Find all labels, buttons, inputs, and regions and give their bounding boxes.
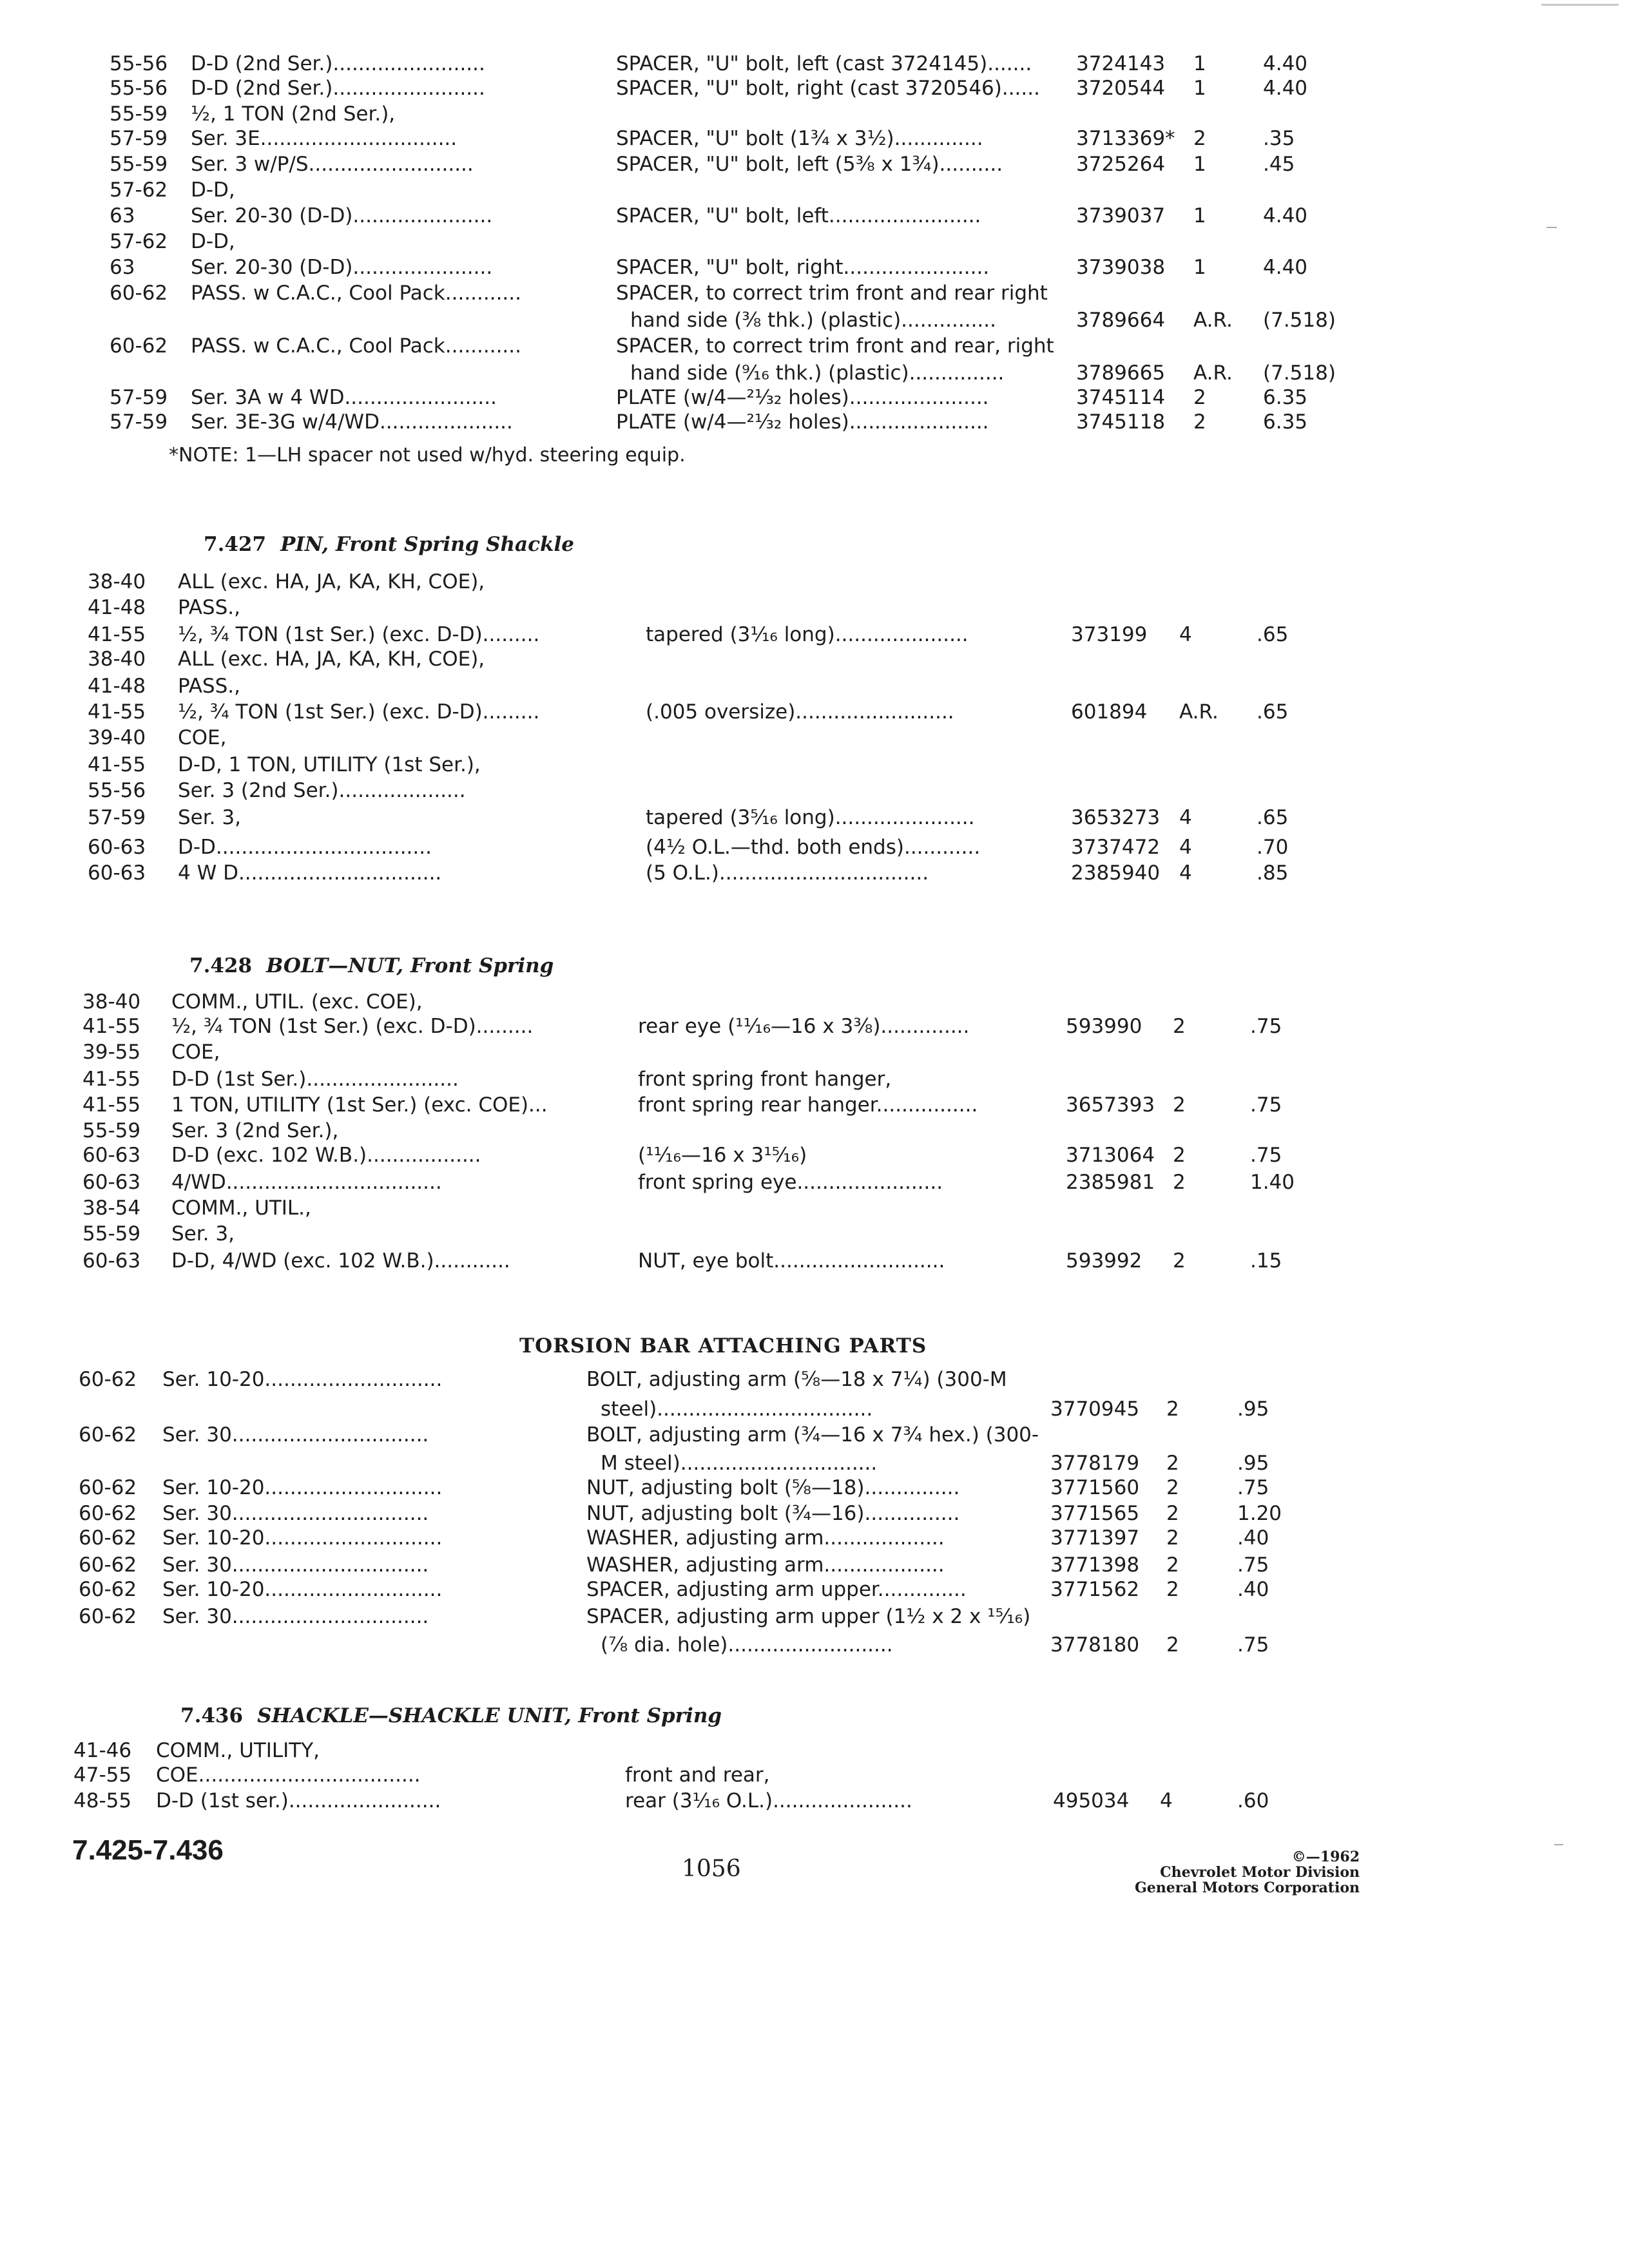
list-price: .40 <box>1237 1578 1269 1601</box>
model-years: 60-62 <box>79 1368 137 1391</box>
model-years: 60-62 <box>110 334 168 358</box>
quantity: 2 <box>1166 1476 1179 1499</box>
part-description: NUT, eye bolt........................... <box>638 1249 945 1273</box>
part-number: 3771565 <box>1050 1502 1140 1525</box>
application: 4/WD.................................. <box>171 1171 442 1194</box>
part-number: 3720544 <box>1076 77 1166 100</box>
section-heading <box>180 1706 722 1726</box>
part-description: WASHER, adjusting arm................... <box>586 1553 945 1577</box>
part-description: NUT, adjusting bolt (¾—16)............... <box>586 1502 960 1525</box>
application: COE................................... <box>156 1763 421 1787</box>
model-years: 55-56 <box>110 77 168 100</box>
application: D-D, 4/WD (exc. 102 W.B.)............ <box>171 1249 510 1273</box>
part-number: 3713369* <box>1076 127 1175 150</box>
part-description: (¹¹⁄₁₆—16 x 3¹⁵⁄₁₆) <box>638 1144 807 1167</box>
quantity: 2 <box>1166 1526 1179 1550</box>
part-number: 495034 <box>1053 1789 1130 1812</box>
quantity: 2 <box>1166 1452 1179 1475</box>
model-years: 57-59 <box>110 127 168 150</box>
quantity: 2 <box>1166 1633 1179 1657</box>
page-reference: 7.425-7.436 <box>72 1834 224 1866</box>
scan-mark <box>1554 1844 1563 1845</box>
model-years: 57-59 <box>110 410 168 434</box>
application: 4 W D................................ <box>178 861 442 885</box>
model-years: 60-63 <box>88 836 146 859</box>
list-price: .75 <box>1237 1476 1269 1499</box>
application: ½, ¾ TON (1st Ser.) (exc. D-D)......... <box>178 700 540 724</box>
section-title: PIN, Front Spring Shackle <box>280 533 574 556</box>
part-number: 3771398 <box>1050 1553 1140 1577</box>
part-number: 3789664 <box>1076 309 1166 332</box>
list-price: 4.40 <box>1263 77 1308 100</box>
part-description: PLATE (w/4—²¹⁄₃₂ holes)...................... <box>616 410 989 434</box>
application: D-D (2nd Ser.)........................ <box>191 77 485 100</box>
model-years: 60-62 <box>79 1526 137 1550</box>
part-description: steel).................................. <box>601 1398 873 1421</box>
part-number: 3713064 <box>1066 1144 1155 1167</box>
model-years: 47-55 <box>73 1763 132 1787</box>
part-description: rear eye (¹¹⁄₁₆—16 x 3⅜).............. <box>638 1015 970 1038</box>
application: Ser. 10-20............................ <box>162 1476 443 1499</box>
application: ALL (exc. HA, JA, KA, KH, COE), <box>178 570 485 593</box>
part-description: (.005 oversize)......................... <box>646 700 954 724</box>
application: ALL (exc. HA, JA, KA, KH, COE), <box>178 648 485 671</box>
model-years: 63 <box>110 256 135 279</box>
part-number: 3725264 <box>1076 153 1166 176</box>
part-number: 3778180 <box>1050 1633 1140 1657</box>
part-description: (⅞ dia. hole).......................... <box>601 1633 893 1657</box>
quantity: 2 <box>1173 1171 1186 1194</box>
part-number: 3737472 <box>1071 836 1161 859</box>
model-years: 60-62 <box>79 1502 137 1525</box>
model-years: 39-55 <box>82 1041 141 1064</box>
application: Ser. 3 (2nd Ser.), <box>171 1119 339 1142</box>
part-description: SPACER, "U" bolt, left (cast 3724145)....... <box>616 52 1032 75</box>
part-description: BOLT, adjusting arm (⅝—18 x 7¼) (300-M <box>586 1368 1007 1391</box>
part-description: SPACER, "U" bolt, left (5⅜ x 1¾).......... <box>616 153 1003 176</box>
footnote: *NOTE: 1—LH spacer not used w/hyd. steering equip. <box>169 444 686 466</box>
part-number: 373199 <box>1071 623 1148 646</box>
part-number: 3724143 <box>1076 52 1166 75</box>
quantity: 2 <box>1166 1398 1179 1421</box>
quantity: 1 <box>1193 256 1206 279</box>
quantity: 2 <box>1173 1093 1186 1117</box>
list-price: .65 <box>1257 700 1289 724</box>
quantity: 1 <box>1193 153 1206 176</box>
part-description: M steel)............................... <box>601 1452 878 1475</box>
list-price: .45 <box>1263 153 1295 176</box>
model-years: 60-62 <box>79 1605 137 1628</box>
model-years: 55-59 <box>110 153 168 176</box>
application: Ser. 10-20............................ <box>162 1526 443 1550</box>
section-heading <box>204 535 574 555</box>
model-years: 41-48 <box>88 596 146 619</box>
list-price: .75 <box>1250 1093 1282 1117</box>
list-price: 4.40 <box>1263 52 1308 75</box>
section-title: TORSION BAR ATTACHING PARTS <box>519 1334 927 1358</box>
model-years: 55-56 <box>88 779 146 802</box>
quantity: 2 <box>1193 127 1206 150</box>
copyright-division: Chevrolet Motor Division <box>1160 1864 1360 1881</box>
part-description: rear (3⅟₁₆ O.L.)...................... <box>625 1789 912 1812</box>
copyright-notice <box>1057 1849 1360 1896</box>
part-description: NUT, adjusting bolt (⅝—18)............... <box>586 1476 960 1499</box>
part-description: hand side (⁹⁄₁₆ thk.) (plastic)............... <box>630 361 1005 385</box>
model-years: 41-55 <box>82 1093 141 1117</box>
application: ½, 1 TON (2nd Ser.), <box>191 102 396 126</box>
model-years: 57-62 <box>110 230 168 253</box>
application: D-D (exc. 102 W.B.).................. <box>171 1144 481 1167</box>
model-years: 57-62 <box>110 178 168 202</box>
model-years: 38-54 <box>82 1196 141 1220</box>
model-years: 39-40 <box>88 726 146 749</box>
application: Ser. 30............................... <box>162 1423 429 1446</box>
list-price: .85 <box>1257 861 1289 885</box>
application: Ser. 3A w 4 WD........................ <box>191 386 497 409</box>
part-number: 3739037 <box>1076 204 1166 227</box>
application: D-D (1st Ser.)........................ <box>171 1068 459 1091</box>
model-years: 55-59 <box>82 1119 141 1142</box>
quantity: 4 <box>1179 806 1192 829</box>
list-price: .65 <box>1257 623 1289 646</box>
application: Ser. 10-20............................ <box>162 1368 443 1391</box>
quantity: 2 <box>1166 1553 1179 1577</box>
quantity: A.R. <box>1179 700 1219 724</box>
list-price: 1.20 <box>1237 1502 1282 1525</box>
copyright-corporation: General Motors Corporation <box>1134 1879 1360 1897</box>
quantity: 2 <box>1166 1578 1179 1601</box>
model-years: 48-55 <box>73 1789 132 1812</box>
model-years: 60-62 <box>110 282 168 305</box>
quantity: 2 <box>1193 410 1206 434</box>
model-years: 38-40 <box>88 570 146 593</box>
quantity: 2 <box>1166 1502 1179 1525</box>
model-years: 55-56 <box>110 52 168 75</box>
part-description: front and rear, <box>625 1763 770 1787</box>
application: Ser. 3 w/P/S.......................... <box>191 153 474 176</box>
application: Ser. 3, <box>171 1222 235 1245</box>
model-years: 57-59 <box>110 386 168 409</box>
application: Ser. 3 (2nd Ser.).................... <box>178 779 466 802</box>
quantity: 1 <box>1193 77 1206 100</box>
part-number: 3771562 <box>1050 1578 1140 1601</box>
list-price: 4.40 <box>1263 204 1308 227</box>
section-title: BOLT—NUT, Front Spring <box>266 954 554 977</box>
quantity: 4 <box>1179 861 1192 885</box>
application: 1 TON, UTILITY (1st Ser.) (exc. COE)... <box>171 1093 548 1117</box>
scan-edge-mark <box>1541 4 1619 6</box>
application: D-D, <box>191 230 235 253</box>
list-price: 1.40 <box>1250 1171 1295 1194</box>
list-price: .60 <box>1237 1789 1269 1812</box>
part-description: tapered (3⅟₁₆ long)..................... <box>646 623 969 646</box>
list-price: .15 <box>1250 1249 1282 1273</box>
part-number: 3657393 <box>1066 1093 1155 1117</box>
part-description: front spring rear hanger................ <box>638 1093 978 1117</box>
model-years: 55-59 <box>82 1222 141 1245</box>
list-price: .95 <box>1237 1398 1269 1421</box>
application: D-D (1st ser.)........................ <box>156 1789 441 1812</box>
quantity: 1 <box>1193 204 1206 227</box>
application: COMM., UTIL. (exc. COE), <box>171 990 423 1014</box>
list-price: .75 <box>1250 1144 1282 1167</box>
application: D-D, <box>191 178 235 202</box>
part-number: 3771560 <box>1050 1476 1140 1499</box>
list-price: .40 <box>1237 1526 1269 1550</box>
part-number: 3653273 <box>1071 806 1161 829</box>
model-years: 60-63 <box>82 1249 141 1273</box>
part-description: (4½ O.L.—thd. both ends)............ <box>646 836 981 859</box>
application: COE, <box>178 726 227 749</box>
quantity: 2 <box>1193 386 1206 409</box>
application: Ser. 30............................... <box>162 1605 429 1628</box>
part-description: front spring front hanger, <box>638 1068 892 1091</box>
part-number: 3745118 <box>1076 410 1166 434</box>
application: D-D (2nd Ser.)........................ <box>191 52 485 75</box>
part-description: SPACER, "U" bolt, right (cast 3720546)...... <box>616 77 1040 100</box>
model-years: 41-55 <box>82 1068 141 1091</box>
application: COMM., UTILITY, <box>156 1739 320 1762</box>
application: COE, <box>171 1041 220 1064</box>
model-years: 41-55 <box>88 700 146 724</box>
quantity: 4 <box>1160 1789 1173 1812</box>
model-years: 41-55 <box>88 623 146 646</box>
part-description: SPACER, adjusting arm upper (1½ x 2 x ¹⁵⁄₁₆) <box>586 1605 1031 1628</box>
copyright-year: ©—1962 <box>1291 1849 1360 1865</box>
list-price: .70 <box>1257 836 1289 859</box>
application: ½, ¾ TON (1st Ser.) (exc. D-D)......... <box>171 1015 534 1038</box>
part-description: (5 O.L.)................................. <box>646 861 929 885</box>
part-description: SPACER, adjusting arm upper.............. <box>586 1578 967 1601</box>
model-years: 41-48 <box>88 675 146 698</box>
application: Ser. 30............................... <box>162 1502 429 1525</box>
part-description: tapered (3⁵⁄₁₆ long)...................... <box>646 806 975 829</box>
model-years: 60-63 <box>82 1144 141 1167</box>
scan-mark <box>1547 227 1557 228</box>
part-description: front spring eye....................... <box>638 1171 943 1194</box>
part-number: 3771397 <box>1050 1526 1140 1550</box>
quantity: 1 <box>1193 52 1206 75</box>
quantity: 2 <box>1173 1144 1186 1167</box>
section-heading <box>519 1336 927 1356</box>
list-price: 4.40 <box>1263 256 1308 279</box>
list-price: 6.35 <box>1263 410 1308 434</box>
page-number: 1056 <box>682 1856 741 1882</box>
part-number: 3789665 <box>1076 361 1166 385</box>
application: COMM., UTIL., <box>171 1196 311 1220</box>
list-price: 6.35 <box>1263 386 1308 409</box>
section-code: 7.428 <box>189 954 253 977</box>
application: PASS. w C.A.C., Cool Pack............ <box>191 282 521 305</box>
application: PASS., <box>178 596 240 619</box>
section-title: SHACKLE—SHACKLE UNIT, Front Spring <box>257 1704 722 1727</box>
part-number: 2385981 <box>1066 1171 1155 1194</box>
part-description: WASHER, adjusting arm................... <box>586 1526 945 1550</box>
application: Ser. 3E-3G w/4/WD..................... <box>191 410 513 434</box>
quantity: 2 <box>1173 1249 1186 1273</box>
section-heading <box>189 956 554 976</box>
part-description: SPACER, "U" bolt (1¾ x 3½).............. <box>616 127 983 150</box>
application: D-D.................................. <box>178 836 432 859</box>
model-years: 63 <box>110 204 135 227</box>
model-years: 41-46 <box>73 1739 132 1762</box>
model-years: 60-62 <box>79 1578 137 1601</box>
part-description: SPACER, "U" bolt, left........................ <box>616 204 981 227</box>
quantity: A.R. <box>1193 361 1233 385</box>
application: Ser. 30............................... <box>162 1553 429 1577</box>
model-years: 60-62 <box>79 1423 137 1446</box>
section-code: 7.427 <box>204 533 267 556</box>
application: Ser. 3E............................... <box>191 127 458 150</box>
application: D-D, 1 TON, UTILITY (1st Ser.), <box>178 753 481 776</box>
model-years: 60-63 <box>88 861 146 885</box>
part-number: 3778179 <box>1050 1452 1140 1475</box>
application: PASS., <box>178 675 240 698</box>
quantity: A.R. <box>1193 309 1233 332</box>
list-price: (7.518) <box>1263 361 1336 385</box>
part-number: 593992 <box>1066 1249 1142 1273</box>
part-description: SPACER, to correct trim front and rear, right <box>616 334 1054 358</box>
part-description: hand side (⅜ thk.) (plastic)............... <box>630 309 996 332</box>
model-years: 41-55 <box>82 1015 141 1038</box>
part-number: 3739038 <box>1076 256 1166 279</box>
application: Ser. 20-30 (D-D)...................... <box>191 204 493 227</box>
list-price: .65 <box>1257 806 1289 829</box>
part-description: PLATE (w/4—²¹⁄₃₂ holes)...................... <box>616 386 989 409</box>
part-number: 593990 <box>1066 1015 1142 1038</box>
model-years: 60-62 <box>79 1476 137 1499</box>
application: Ser. 3, <box>178 806 241 829</box>
part-number: 2385940 <box>1071 861 1161 885</box>
application: Ser. 10-20............................ <box>162 1578 443 1601</box>
part-number: 3770945 <box>1050 1398 1140 1421</box>
part-number: 3745114 <box>1076 386 1166 409</box>
part-description: SPACER, to correct trim front and rear right <box>616 282 1048 305</box>
list-price: .75 <box>1237 1553 1269 1577</box>
application: Ser. 20-30 (D-D)...................... <box>191 256 493 279</box>
section-code: 7.436 <box>180 1704 244 1727</box>
application: PASS. w C.A.C., Cool Pack............ <box>191 334 521 358</box>
part-number: 601894 <box>1071 700 1148 724</box>
model-years: 38-40 <box>82 990 141 1014</box>
application: ½, ¾ TON (1st Ser.) (exc. D-D)......... <box>178 623 540 646</box>
part-description: BOLT, adjusting arm (¾—16 x 7¾ hex.) (300- <box>586 1423 1039 1446</box>
model-years: 57-59 <box>88 806 146 829</box>
quantity: 2 <box>1173 1015 1186 1038</box>
list-price: .95 <box>1237 1452 1269 1475</box>
model-years: 55-59 <box>110 102 168 126</box>
model-years: 38-40 <box>88 648 146 671</box>
list-price: .35 <box>1263 127 1295 150</box>
list-price: (7.518) <box>1263 309 1336 332</box>
model-years: 60-62 <box>79 1553 137 1577</box>
model-years: 60-63 <box>82 1171 141 1194</box>
list-price: .75 <box>1250 1015 1282 1038</box>
list-price: .75 <box>1237 1633 1269 1657</box>
part-description: SPACER, "U" bolt, right....................... <box>616 256 990 279</box>
model-years: 41-55 <box>88 753 146 776</box>
quantity: 4 <box>1179 836 1192 859</box>
quantity: 4 <box>1179 623 1192 646</box>
